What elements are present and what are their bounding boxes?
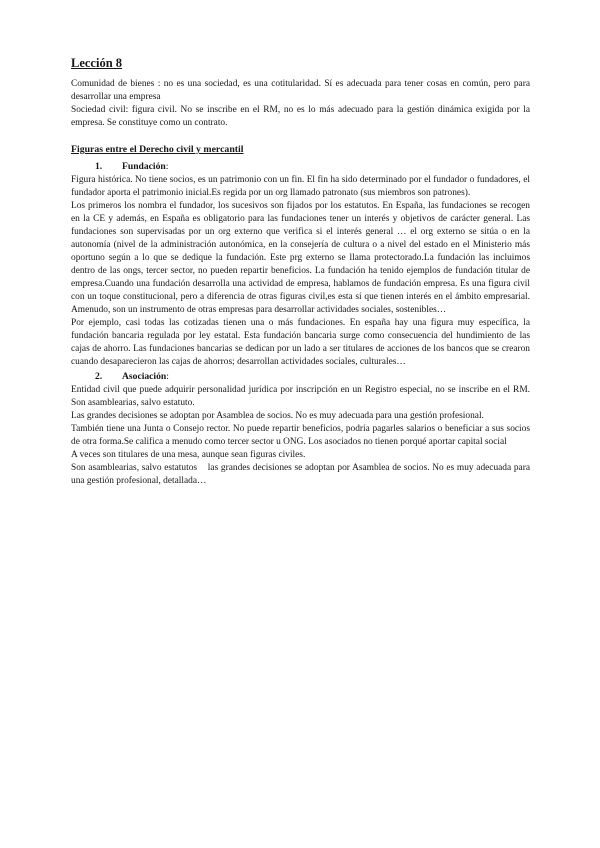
paragraph-asociacion-3: También tiene una Junta o Consejo rector. No puede repartir beneficios, podría pagarles salarios o beneficiar a sus socios de otra forma.Se califica a menudo como tercer sector u ONG. Los asociados no tienen porqué aportar capital social — [71, 424, 530, 447]
section-heading-figuras: Figuras entre el Derecho civil y mercantil — [71, 144, 244, 155]
paragraph-asociacion-5: Son asamblearias, salvo estatutos las grandes decisiones se adoptan por Asamblea de socios. No es muy adecuada para una gestión profesional, detallada… — [71, 463, 530, 486]
list-label-fundacion-colon: : — [165, 161, 169, 172]
paragraph-fundacion-1: Figura histórica. No tiene socios, es un patrimonio con un fin. El fin ha sido determinado por el fundador o fundadores, el fundador aporta el patrimonio inicial.Es regida por un org llamado patronato (sus miembros son patrones). — [71, 175, 530, 198]
paragraph-asociacion-1: Entidad civil que puede adquirir personalidad jurídica por inscripción en un Registro especial, no se inscribe en el RM. Son asamblearias, salvo estatuto. — [71, 385, 530, 408]
list-number-1: 1. — [95, 161, 103, 172]
list-number-2: 2. — [95, 371, 103, 382]
spacer — [71, 130, 530, 143]
document-title: Lección 8 — [71, 56, 123, 70]
list-label-asociacion: Asociación — [122, 371, 167, 382]
list-label-fundacion: Fundación — [122, 161, 166, 172]
paragraph-asociacion-2: Las grandes decisiones se adoptan por Asamblea de socios. No es muy adecuada para una gestión profesional. — [71, 411, 484, 421]
paragraph-fundacion-2: Los primeros los nombra el fundador, los sucesivos son fijados por los estatutos. En España, las fundaciones se recogen en la CE y además, en España es obligatorio para las fundaciones tener un interés y objetivos de carácter general. Las fundaciones son supervisadas por un org externo que verifica si el interés general … el org externo se sitúa o en la autonomía (nivel de la administración autonómica, en la consejería de cultura o a nivel del estado en el Ministerio más oportuno según a lo que se dedique la fundación. Este prg externo se llama protectorado.La fundación las incluimos dentro de las ongs, tercer sector, no pueden repartir beneficios. La fundación ha tenido ejemplos de fundación titular de empresa.Cuando una fundación desarrolla una actividad de empresa, hablamos de fundación empresa. Es una figura civil con un toque constitucional, pero a diferencia de otras figuras civil,es esta sí que tienen interés en el ámbito empresarial. Amenudo, son un instrumento de otras empresas para desarrollar actividades sociales, sostenibles… — [71, 201, 530, 315]
list-label-asociacion-colon: : — [166, 371, 169, 382]
paragraph-comunidad-de-bienes: Comunidad de bienes : no es una sociedad, es una cotitularidad. Sí es adecuada para tener cosas en común, pero para desarrollar una empresa — [71, 79, 530, 102]
paragraph-fundacion-3: Por ejemplo, casi todas las cotizadas tienen una o más fundaciones. En españa hay una figura muy específica, la fundación bancaria regulada por ley estatal. Esta fundación bancaria surge como consecuencia del hundimiento de las cajas de ahorro. Las fundaciones bancarias se dedican por un lado a ser titulares de acciones de los bancos que se crearon cuando desaparecieron las cajas de ahorros; desarrollan actividades sociales, culturales… — [71, 318, 530, 367]
list-item-fundacion — [95, 159, 530, 174]
paragraph-sociedad-civil: Sociedad civil: figura civil. No se inscribe en el RM, no es lo más adecuado para la gestión dinámica exigida por la empresa. Se constituye como un contrato. — [71, 105, 530, 128]
list-item-asociacion — [95, 369, 530, 384]
paragraph-asociacion-4: A veces son titulares de una mesa, aunque sean figuras civiles. — [71, 450, 306, 460]
